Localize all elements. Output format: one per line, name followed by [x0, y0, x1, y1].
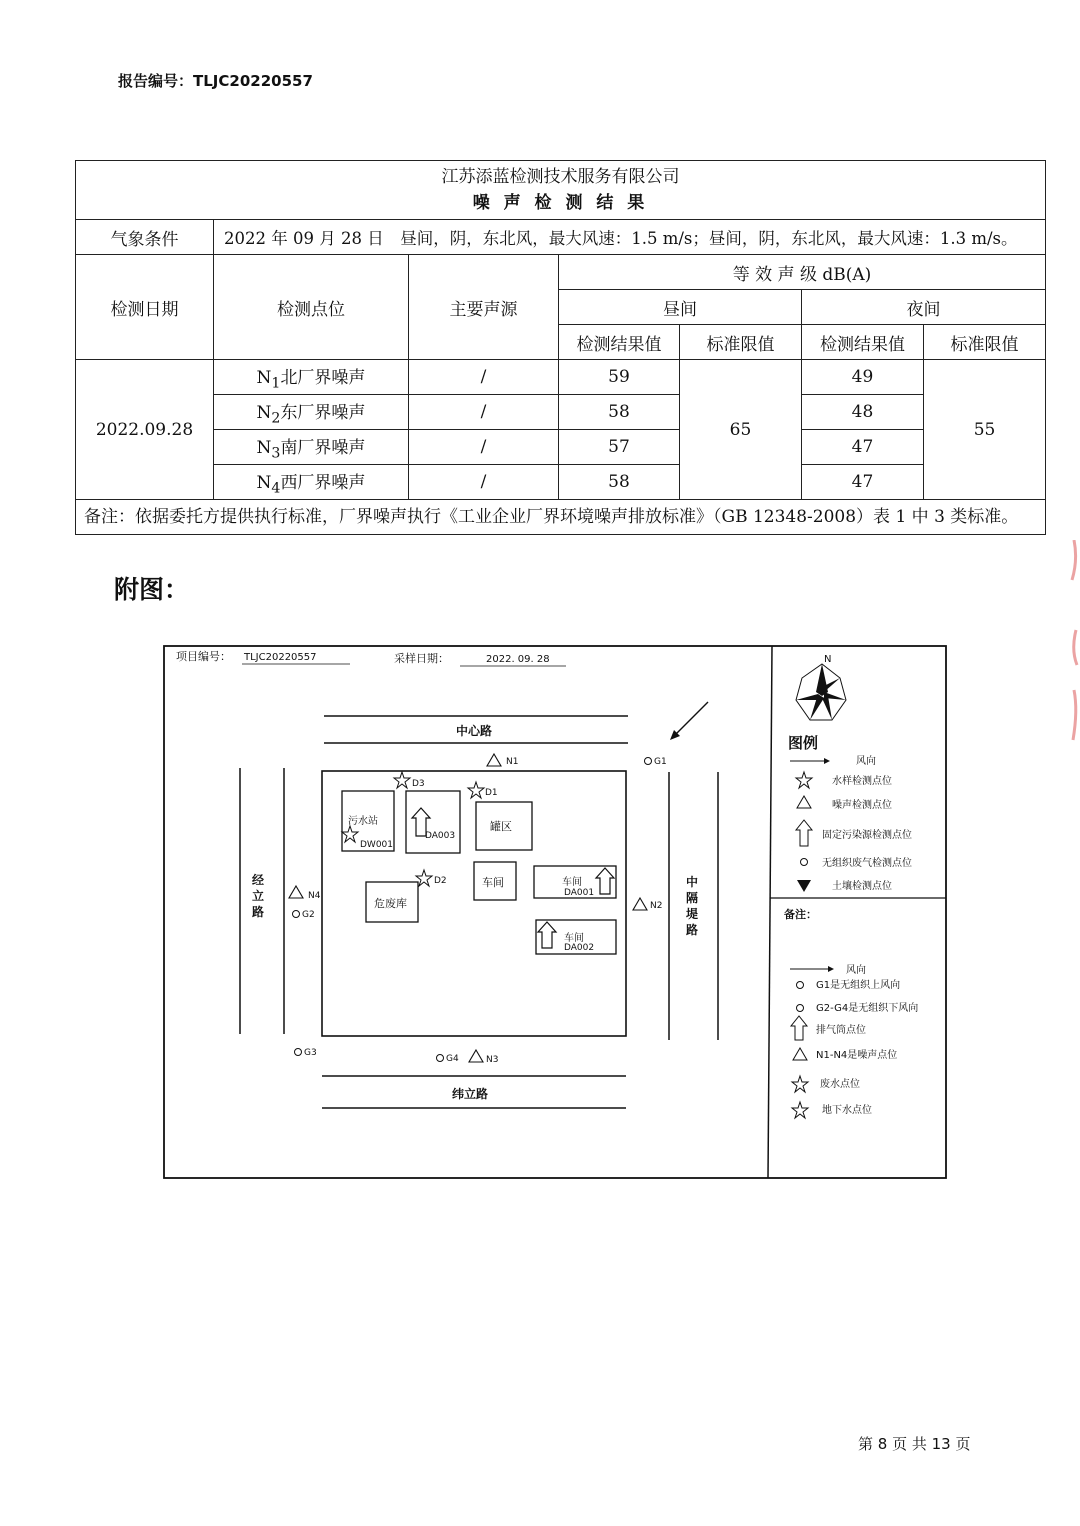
header-level: 等 效 声 级 dB(A) [559, 255, 1046, 290]
date-label: 采样日期： [394, 652, 449, 665]
waste-label: 危废库 [374, 897, 407, 910]
circle-icon [797, 1005, 804, 1012]
dw001-label: DW001 [360, 840, 394, 850]
header-source: 主要声源 [409, 255, 559, 360]
night-result: 47 [802, 465, 924, 500]
tank-label: 罐区 [490, 820, 512, 833]
legend-item: 噪声检测点位 [832, 800, 892, 811]
table-row [76, 430, 1046, 465]
n4-label: N4 [308, 891, 321, 901]
exhaust-icon [791, 1016, 807, 1040]
da003-label: DA003 [425, 831, 456, 841]
plant-boundary [322, 771, 626, 1036]
day-result: 57 [559, 430, 680, 465]
table-row [76, 465, 1046, 500]
attachment-title: 附图： [114, 575, 190, 604]
legend-item: 土壤检测点位 [832, 881, 892, 892]
header-point: 检测点位 [214, 255, 409, 360]
note-item: 风向 [846, 965, 866, 976]
noise-result-table [75, 160, 1046, 535]
workshop-label: 车间 [482, 876, 504, 889]
map-frame [164, 646, 946, 1178]
seal-edge [1068, 540, 1080, 750]
map-divider [768, 646, 772, 1178]
note-item: G1是无组织上风向 [816, 980, 901, 991]
header-day-limit: 标准限值 [680, 325, 802, 360]
legend-title: 图例 [788, 734, 819, 752]
da002-label: DA002 [564, 943, 595, 953]
header-night: 夜间 [802, 290, 1046, 325]
source: / [409, 430, 559, 465]
table-row [76, 395, 1046, 430]
building-sewage-label: 污水站 [348, 816, 378, 827]
legend-item: 水样检测点位 [832, 776, 892, 787]
compass-rose-icon [796, 664, 846, 720]
note-item: 排气筒点位 [816, 1025, 866, 1036]
header-date: 检测日期 [76, 255, 214, 360]
da001-label: DA001 [564, 888, 595, 898]
circle-icon [293, 758, 652, 1062]
site-map [160, 644, 950, 1189]
triangle-icon [289, 754, 647, 1062]
day-result: 59 [559, 360, 680, 395]
triangle-icon [793, 1048, 807, 1060]
header-night-result: 检测结果值 [802, 325, 924, 360]
d2-label: D2 [434, 876, 447, 886]
road-right-char: 路 [686, 923, 699, 937]
road-left-char: 经 [252, 873, 265, 887]
weather-value: 2022 年 09 月 28 日 昼间，阴，东北风，最大风速：1.5 m/s；昼间，阴，东北风，最大风速：1.3 m/s。 [214, 220, 1046, 255]
legend-item: 无组织废气检测点位 [822, 858, 912, 869]
circle-icon [797, 982, 804, 989]
point-name: $N_2$东厂界噪声 [214, 395, 409, 430]
header-day: 昼间 [559, 290, 802, 325]
road-left-char: 立 [252, 889, 265, 903]
star-icon [792, 1102, 808, 1118]
star-icon [342, 772, 484, 886]
night-result: 47 [802, 430, 924, 465]
header-night-limit: 标准限值 [924, 325, 1046, 360]
road-right-char: 中 [686, 875, 699, 889]
point-name: $N_4$西厂界噪声 [214, 465, 409, 500]
workshop2-label: 车间 [562, 877, 582, 888]
workshop3-label: 车间 [564, 933, 584, 944]
point-name: $N_1$北厂界噪声 [214, 360, 409, 395]
note-item: 废水点位 [820, 1079, 860, 1090]
g4-label: G4 [446, 1054, 459, 1064]
soil-triangle-icon [797, 880, 811, 892]
star-icon [792, 1076, 808, 1092]
legend-item: 固定污染源检测点位 [822, 830, 912, 841]
wind-direction-arrow [674, 702, 708, 736]
source: / [409, 360, 559, 395]
point-name: $N_3$南厂界噪声 [214, 430, 409, 465]
d1-label: D1 [485, 788, 498, 798]
weather-label: 气象条件 [76, 220, 214, 255]
sample-date: 2022. 09. 28 [486, 654, 550, 665]
table-remark: 备注：依据委托方提供执行标准，厂界噪声执行《工业企业厂界环境噪声排放标准》（GB 12348-2008）表 1 中 3 类标准。 [76, 500, 1046, 535]
day-limit: 65 [680, 360, 802, 500]
table-title-cell [76, 161, 1046, 220]
n2-label: N2 [650, 901, 663, 911]
day-result: 58 [559, 395, 680, 430]
road-bottom-label: 纬立路 [452, 1087, 489, 1101]
circle-icon [801, 859, 808, 866]
test-date: 2022.09.28 [76, 360, 214, 500]
n1-label: N1 [506, 757, 519, 767]
note-item: 地下水点位 [822, 1105, 872, 1116]
n3-label: N3 [486, 1055, 499, 1065]
night-result: 49 [802, 360, 924, 395]
note-item: N1-N4是噪声点位 [816, 1050, 898, 1061]
exhaust-icon [796, 820, 812, 846]
building-da003 [406, 791, 460, 853]
legend-item: 风向 [856, 756, 876, 767]
source: / [409, 465, 559, 500]
table-title: 噪 声 检 测 结 果 [472, 193, 649, 213]
road-right-char: 隔 [686, 891, 699, 905]
star-icon [796, 772, 812, 788]
triangle-icon [797, 796, 811, 808]
night-result: 48 [802, 395, 924, 430]
day-result: 58 [559, 465, 680, 500]
d3-label: D3 [412, 779, 425, 789]
north-label: N [824, 654, 832, 665]
night-limit: 55 [924, 360, 1046, 500]
g2-label: G2 [302, 910, 315, 920]
report-number: 报告编号：TLJC20220557 [118, 72, 313, 90]
g3-label: G3 [304, 1048, 317, 1058]
g1-label: G1 [654, 757, 667, 767]
project-no: TLJC20220557 [244, 652, 317, 663]
road-left-char: 路 [252, 905, 265, 919]
road-right-char: 堤 [686, 907, 699, 921]
notes-title: 备注： [784, 908, 817, 921]
project-label: 项目编号： [176, 650, 231, 663]
company-name: 江苏添蓝检测技术服务有限公司 [441, 167, 680, 187]
road-top-label: 中心路 [456, 724, 493, 738]
table-row [76, 360, 1046, 395]
header-day-result: 检测结果值 [559, 325, 680, 360]
source: / [409, 395, 559, 430]
note-item: G2-G4是无组织下风向 [816, 1003, 919, 1014]
page-number: 第 8 页 共 13 页 [858, 1435, 971, 1453]
